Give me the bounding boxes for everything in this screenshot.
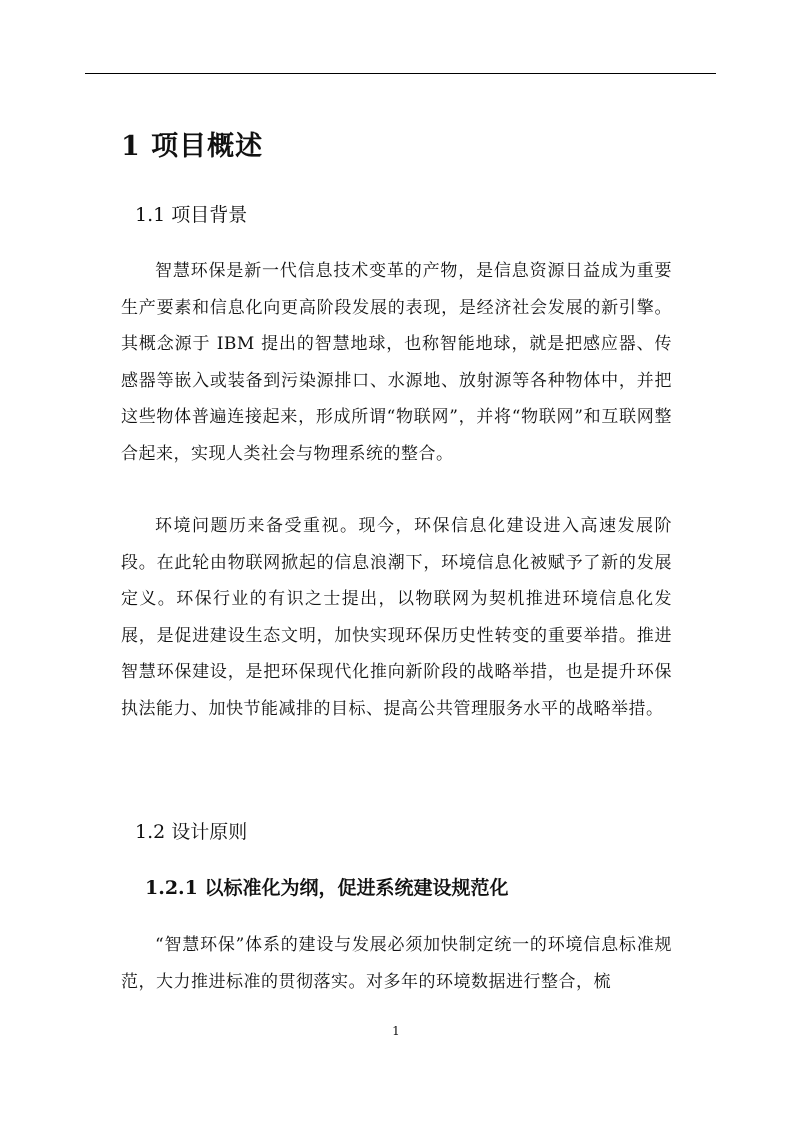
section-heading-1-2: 1.2 设计原则 bbox=[135, 821, 248, 843]
body-paragraph: 智慧环保是新一代信息技术变革的产物，是信息资源日益成为重要生产要素和信息化向更高阶段发展的表现，是经济社会发展的新引擎。其概念源于 IBM 提出的智慧地球，也称智能地球，就是把感应器、传感器等嵌入或装备到污染源排口、水源地、放射源等各种物体中，并把这些物体普遍连接起来，形成所谓“物联网”，并将“物联网”和互联网整合起来，实现人类社会与物理系统的整合。 bbox=[121, 261, 672, 464]
section-heading-1-1: 1.1 项目背景 bbox=[135, 204, 248, 226]
header-rule bbox=[85, 73, 716, 74]
subsection-heading-1-2-1: 1.2.1 以标准化为纲，促进系统建设规范化 bbox=[145, 877, 509, 899]
chapter-heading: 1 项目概述 bbox=[121, 131, 264, 162]
body-paragraph: 环境问题历来备受重视。现今，环保信息化建设进入高速发展阶段。在此轮由物联网掀起的信息浪潮下，环境信息化被赋予了新的发展定义。环保行业的有识之士提出，以物联网为契机推进环境信息化发展，是促进建设生态文明，加快实现环保历史性转变的重要举措。推进智慧环保建设，是把环保现代化推向新阶段的战略举措，也是提升环保执法能力、加快节能减排的目标、提高公共管理服务水平的战略举措。 bbox=[121, 516, 672, 719]
body-paragraph: “智慧环保”体系的建设与发展必须加快制定统一的环境信息标准规范，大力推进标准的贯彻落实。对多年的环境数据进行整合，梳 bbox=[121, 935, 672, 992]
page-number: 1 bbox=[392, 1024, 400, 1038]
